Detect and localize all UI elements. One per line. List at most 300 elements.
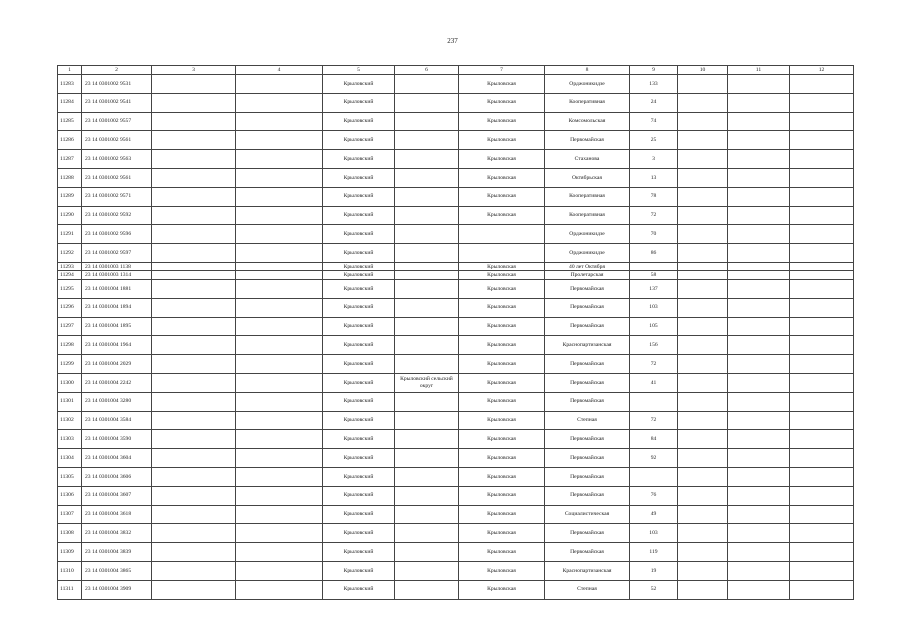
col11-cell — [728, 486, 790, 505]
col4-cell — [236, 206, 323, 225]
table-row — [58, 225, 854, 244]
locality-cell: Крыловская — [459, 262, 545, 271]
col11-cell — [728, 244, 790, 263]
street-cell: Орджоникидзе — [545, 244, 630, 263]
street-cell: Первомайская — [545, 430, 630, 449]
district-cell: Крыловский — [323, 317, 395, 336]
col11-cell — [728, 430, 790, 449]
col12-cell — [790, 271, 854, 280]
district-cell: Крыловский — [323, 411, 395, 430]
table-row — [58, 336, 854, 355]
col10-cell — [678, 131, 728, 150]
house-cell: 24 — [630, 93, 678, 112]
settlement-cell — [395, 112, 459, 131]
col11-cell — [728, 93, 790, 112]
col12-cell — [790, 524, 854, 543]
col12-cell — [790, 93, 854, 112]
cadastral-code-cell: 23 14 0301003 1314 — [82, 271, 152, 280]
col10-cell — [678, 271, 728, 280]
col10-cell — [678, 187, 728, 206]
district-cell: Крыловский — [323, 392, 395, 411]
table-row — [58, 449, 854, 468]
table-row — [58, 271, 854, 280]
locality-cell: Крыловская — [459, 317, 545, 336]
street-cell: Пролетарская — [545, 271, 630, 280]
col3-cell — [152, 317, 236, 336]
cadastral-code-cell: 23 14 0301002 9596 — [82, 225, 152, 244]
house-cell: 19 — [630, 561, 678, 580]
col4-cell — [236, 580, 323, 599]
col4-cell — [236, 150, 323, 169]
cadastral-code-cell: 23 14 0301002 9557 — [82, 112, 152, 131]
col10-cell — [678, 262, 728, 271]
col11-cell — [728, 449, 790, 468]
district-cell: Крыловский — [323, 467, 395, 486]
district-cell: Крыловский — [323, 271, 395, 280]
row-number-cell: 11284 — [58, 93, 82, 112]
cadastral-code-cell: 23 14 0301004 2029 — [82, 355, 152, 374]
col4-cell — [236, 131, 323, 150]
settlement-cell — [395, 561, 459, 580]
house-cell: 72 — [630, 206, 678, 225]
street-cell: Орджоникидзе — [545, 75, 630, 94]
col12-cell — [790, 262, 854, 271]
row-number-cell: 11303 — [58, 430, 82, 449]
cadastral-code-cell: 23 14 0301004 3909 — [82, 580, 152, 599]
locality-cell: Крыловская — [459, 430, 545, 449]
table-row — [58, 373, 854, 392]
street-cell: Первомайская — [545, 449, 630, 468]
col11-cell — [728, 373, 790, 392]
col10-cell — [678, 93, 728, 112]
table-row — [58, 317, 854, 336]
street-cell: Кооперативная — [545, 93, 630, 112]
header-row — [58, 66, 854, 75]
col10-cell — [678, 112, 728, 131]
col11-cell — [728, 225, 790, 244]
col11-cell — [728, 561, 790, 580]
col4-cell — [236, 486, 323, 505]
row-number-cell: 11292 — [58, 244, 82, 263]
col11-cell — [728, 75, 790, 94]
col11-cell — [728, 524, 790, 543]
cadastral-code-cell: 23 14 0301004 1894 — [82, 298, 152, 317]
district-cell: Крыловский — [323, 93, 395, 112]
house-cell: 72 — [630, 411, 678, 430]
column-header-7: 7 — [459, 66, 545, 75]
table-body — [58, 75, 854, 600]
col4-cell — [236, 543, 323, 562]
col12-cell — [790, 75, 854, 94]
col4-cell — [236, 262, 323, 271]
row-number-cell: 11309 — [58, 543, 82, 562]
settlement-cell — [395, 75, 459, 94]
col12-cell — [790, 373, 854, 392]
district-cell: Крыловский — [323, 298, 395, 317]
col3-cell — [152, 298, 236, 317]
row-number-cell: 11296 — [58, 298, 82, 317]
col4-cell — [236, 298, 323, 317]
col3-cell — [152, 430, 236, 449]
locality-cell: Крыловская — [459, 150, 545, 169]
col11-cell — [728, 392, 790, 411]
cadastral-code-cell: 23 14 0301002 9561 — [82, 131, 152, 150]
col10-cell — [678, 580, 728, 599]
column-header-12: 12 — [790, 66, 854, 75]
row-number-cell: 11304 — [58, 449, 82, 468]
row-number-cell: 11301 — [58, 392, 82, 411]
address-registry-table — [57, 65, 854, 600]
cadastral-code-cell: 23 14 0301004 3604 — [82, 449, 152, 468]
col12-cell — [790, 317, 854, 336]
table-row — [58, 392, 854, 411]
district-cell: Крыловский — [323, 262, 395, 271]
col3-cell — [152, 392, 236, 411]
col3-cell — [152, 75, 236, 94]
row-number-cell: 11286 — [58, 131, 82, 150]
col11-cell — [728, 467, 790, 486]
col3-cell — [152, 187, 236, 206]
col12-cell — [790, 244, 854, 263]
house-cell — [630, 467, 678, 486]
cadastral-code-cell: 23 14 0301004 3590 — [82, 430, 152, 449]
district-cell: Крыловский — [323, 430, 395, 449]
locality-cell: Крыловская — [459, 467, 545, 486]
col4-cell — [236, 467, 323, 486]
col4-cell — [236, 561, 323, 580]
col3-cell — [152, 112, 236, 131]
house-cell: 13 — [630, 168, 678, 187]
cadastral-code-cell: 23 14 0301002 9531 — [82, 75, 152, 94]
district-cell: Крыловский — [323, 505, 395, 524]
district-cell: Крыловский — [323, 524, 395, 543]
district-cell: Крыловский — [323, 449, 395, 468]
col3-cell — [152, 131, 236, 150]
column-header-11: 11 — [728, 66, 790, 75]
house-cell: 105 — [630, 317, 678, 336]
col10-cell — [678, 206, 728, 225]
table-row — [58, 355, 854, 374]
col12-cell — [790, 486, 854, 505]
row-number-cell: 11291 — [58, 225, 82, 244]
house-cell: 76 — [630, 486, 678, 505]
settlement-cell — [395, 225, 459, 244]
locality-cell: Крыловская — [459, 206, 545, 225]
settlement-cell — [395, 298, 459, 317]
col10-cell — [678, 524, 728, 543]
col12-cell — [790, 561, 854, 580]
col10-cell — [678, 279, 728, 298]
row-number-cell: 11287 — [58, 150, 82, 169]
table-row — [58, 244, 854, 263]
street-cell: Степная — [545, 580, 630, 599]
settlement-cell — [395, 392, 459, 411]
col12-cell — [790, 355, 854, 374]
row-number-cell: 11289 — [58, 187, 82, 206]
house-cell: 156 — [630, 336, 678, 355]
house-cell: 119 — [630, 543, 678, 562]
col3-cell — [152, 271, 236, 280]
locality-cell: Крыловская — [459, 449, 545, 468]
row-number-cell: 11283 — [58, 75, 82, 94]
col12-cell — [790, 580, 854, 599]
col4-cell — [236, 524, 323, 543]
column-header-9: 9 — [630, 66, 678, 75]
locality-cell: Крыловская — [459, 355, 545, 374]
district-cell: Крыловский — [323, 112, 395, 131]
col3-cell — [152, 206, 236, 225]
column-header-4: 4 — [236, 66, 323, 75]
cadastral-code-cell: 23 14 0301004 3280 — [82, 392, 152, 411]
col10-cell — [678, 336, 728, 355]
street-cell: Стаханова — [545, 150, 630, 169]
locality-cell: Крыловская — [459, 112, 545, 131]
settlement-cell — [395, 505, 459, 524]
row-number-cell: 11305 — [58, 467, 82, 486]
col4-cell — [236, 449, 323, 468]
district-cell: Крыловский — [323, 168, 395, 187]
house-cell: 84 — [630, 430, 678, 449]
table-row — [58, 411, 854, 430]
col10-cell — [678, 150, 728, 169]
col12-cell — [790, 131, 854, 150]
row-number-cell: 11299 — [58, 355, 82, 374]
locality-cell: Крыловская — [459, 336, 545, 355]
settlement-cell — [395, 486, 459, 505]
row-number-cell: 11295 — [58, 279, 82, 298]
locality-cell: Крыловская — [459, 486, 545, 505]
district-cell: Крыловский — [323, 336, 395, 355]
settlement-cell — [395, 430, 459, 449]
settlement-cell — [395, 131, 459, 150]
house-cell — [630, 392, 678, 411]
cadastral-code-cell: 23 14 0301002 9597 — [82, 244, 152, 263]
col4-cell — [236, 271, 323, 280]
page-number: 237 — [447, 37, 458, 45]
col3-cell — [152, 505, 236, 524]
col10-cell — [678, 244, 728, 263]
locality-cell: Крыловская — [459, 279, 545, 298]
settlement-cell — [395, 93, 459, 112]
cadastral-code-cell: 23 14 0301002 9561 — [82, 168, 152, 187]
street-cell: Первомайская — [545, 298, 630, 317]
col12-cell — [790, 112, 854, 131]
street-cell: Социалистическая — [545, 505, 630, 524]
row-number-cell: 11300 — [58, 373, 82, 392]
street-cell: Кооперативная — [545, 206, 630, 225]
house-cell: 25 — [630, 131, 678, 150]
locality-cell: Крыловская — [459, 543, 545, 562]
col10-cell — [678, 543, 728, 562]
col3-cell — [152, 373, 236, 392]
table-row — [58, 150, 854, 169]
district-cell: Крыловский — [323, 543, 395, 562]
table-row — [58, 168, 854, 187]
settlement-cell — [395, 543, 459, 562]
street-cell: Первомайская — [545, 543, 630, 562]
settlement-cell — [395, 168, 459, 187]
col10-cell — [678, 467, 728, 486]
row-number-cell: 11288 — [58, 168, 82, 187]
street-cell: Первомайская — [545, 355, 630, 374]
col4-cell — [236, 279, 323, 298]
street-cell: Краснопартизанская — [545, 561, 630, 580]
col10-cell — [678, 449, 728, 468]
cadastral-code-cell: 23 14 0301004 2242 — [82, 373, 152, 392]
col4-cell — [236, 317, 323, 336]
cadastral-code-cell: 23 14 0301004 3865 — [82, 561, 152, 580]
col3-cell — [152, 279, 236, 298]
col10-cell — [678, 561, 728, 580]
cadastral-code-cell: 23 14 0301004 3606 — [82, 467, 152, 486]
settlement-cell — [395, 524, 459, 543]
district-cell: Крыловский — [323, 206, 395, 225]
cadastral-code-cell: 23 14 0301004 1895 — [82, 317, 152, 336]
street-cell: 40 лет Октября — [545, 262, 630, 271]
cadastral-code-cell: 23 14 0301003 1138 — [82, 262, 152, 271]
street-cell: Орджоникидзе — [545, 225, 630, 244]
col11-cell — [728, 168, 790, 187]
settlement-cell: Крыловский сельский округ — [395, 373, 459, 392]
row-number-cell: 11285 — [58, 112, 82, 131]
row-number-cell: 11310 — [58, 561, 82, 580]
table-row — [58, 486, 854, 505]
table-row — [58, 298, 854, 317]
col10-cell — [678, 392, 728, 411]
col12-cell — [790, 298, 854, 317]
table-row — [58, 430, 854, 449]
col3-cell — [152, 467, 236, 486]
house-cell: 41 — [630, 373, 678, 392]
house-cell: 3 — [630, 150, 678, 169]
col3-cell — [152, 150, 236, 169]
house-cell: 103 — [630, 298, 678, 317]
col4-cell — [236, 411, 323, 430]
cadastral-code-cell: 23 14 0301004 3584 — [82, 411, 152, 430]
col3-cell — [152, 336, 236, 355]
house-cell: 58 — [630, 271, 678, 280]
row-number-cell: 11294 — [58, 271, 82, 280]
col11-cell — [728, 187, 790, 206]
col10-cell — [678, 411, 728, 430]
district-cell: Крыловский — [323, 150, 395, 169]
col11-cell — [728, 279, 790, 298]
col3-cell — [152, 355, 236, 374]
col10-cell — [678, 168, 728, 187]
district-cell: Крыловский — [323, 355, 395, 374]
street-cell: Октябрьская — [545, 168, 630, 187]
col11-cell — [728, 206, 790, 225]
locality-cell: Крыловская — [459, 298, 545, 317]
col4-cell — [236, 75, 323, 94]
col11-cell — [728, 505, 790, 524]
house-cell: 78 — [630, 187, 678, 206]
col11-cell — [728, 317, 790, 336]
table-row — [58, 131, 854, 150]
settlement-cell — [395, 150, 459, 169]
street-cell: Первомайская — [545, 486, 630, 505]
street-cell: Первомайская — [545, 317, 630, 336]
table-row — [58, 467, 854, 486]
col11-cell — [728, 131, 790, 150]
table-row — [58, 112, 854, 131]
settlement-cell — [395, 449, 459, 468]
col4-cell — [236, 93, 323, 112]
col3-cell — [152, 486, 236, 505]
cadastral-code-cell: 23 14 0301004 3618 — [82, 505, 152, 524]
table-row — [58, 505, 854, 524]
column-header-2: 2 — [82, 66, 152, 75]
row-number-cell: 11308 — [58, 524, 82, 543]
col3-cell — [152, 449, 236, 468]
col4-cell — [236, 392, 323, 411]
col12-cell — [790, 279, 854, 298]
street-cell: Первомайская — [545, 131, 630, 150]
house-cell: 70 — [630, 225, 678, 244]
col12-cell — [790, 336, 854, 355]
col4-cell — [236, 430, 323, 449]
cadastral-code-cell: 23 14 0301004 3607 — [82, 486, 152, 505]
col12-cell — [790, 505, 854, 524]
cadastral-code-cell: 23 14 0301004 3832 — [82, 524, 152, 543]
col4-cell — [236, 373, 323, 392]
district-cell: Крыловский — [323, 279, 395, 298]
settlement-cell — [395, 355, 459, 374]
row-number-cell: 11293 — [58, 262, 82, 271]
house-cell: 74 — [630, 112, 678, 131]
cadastral-code-cell: 23 14 0301004 3839 — [82, 543, 152, 562]
settlement-cell — [395, 271, 459, 280]
house-cell: 49 — [630, 505, 678, 524]
col4-cell — [236, 187, 323, 206]
table-row — [58, 93, 854, 112]
cadastral-code-cell: 23 14 0301002 9541 — [82, 93, 152, 112]
street-cell: Первомайская — [545, 373, 630, 392]
street-cell: Первомайская — [545, 524, 630, 543]
col11-cell — [728, 543, 790, 562]
col3-cell — [152, 561, 236, 580]
column-header-10: 10 — [678, 66, 728, 75]
col12-cell — [790, 206, 854, 225]
district-cell: Крыловский — [323, 580, 395, 599]
house-cell — [630, 262, 678, 271]
cadastral-code-cell: 23 14 0301002 9563 — [82, 150, 152, 169]
table-row — [58, 262, 854, 271]
table-row — [58, 580, 854, 599]
settlement-cell — [395, 317, 459, 336]
col10-cell — [678, 505, 728, 524]
column-header-5: 5 — [323, 66, 395, 75]
locality-cell — [459, 244, 545, 263]
settlement-cell — [395, 279, 459, 298]
col12-cell — [790, 449, 854, 468]
settlement-cell — [395, 580, 459, 599]
house-cell: 103 — [630, 524, 678, 543]
cadastral-code-cell: 23 14 0301004 1964 — [82, 336, 152, 355]
locality-cell: Крыловская — [459, 93, 545, 112]
col4-cell — [236, 225, 323, 244]
district-cell: Крыловский — [323, 373, 395, 392]
col11-cell — [728, 112, 790, 131]
locality-cell: Крыловская — [459, 411, 545, 430]
col12-cell — [790, 392, 854, 411]
col3-cell — [152, 93, 236, 112]
locality-cell: Крыловская — [459, 271, 545, 280]
street-cell: Первомайская — [545, 279, 630, 298]
row-number-cell: 11297 — [58, 317, 82, 336]
col11-cell — [728, 411, 790, 430]
settlement-cell — [395, 206, 459, 225]
